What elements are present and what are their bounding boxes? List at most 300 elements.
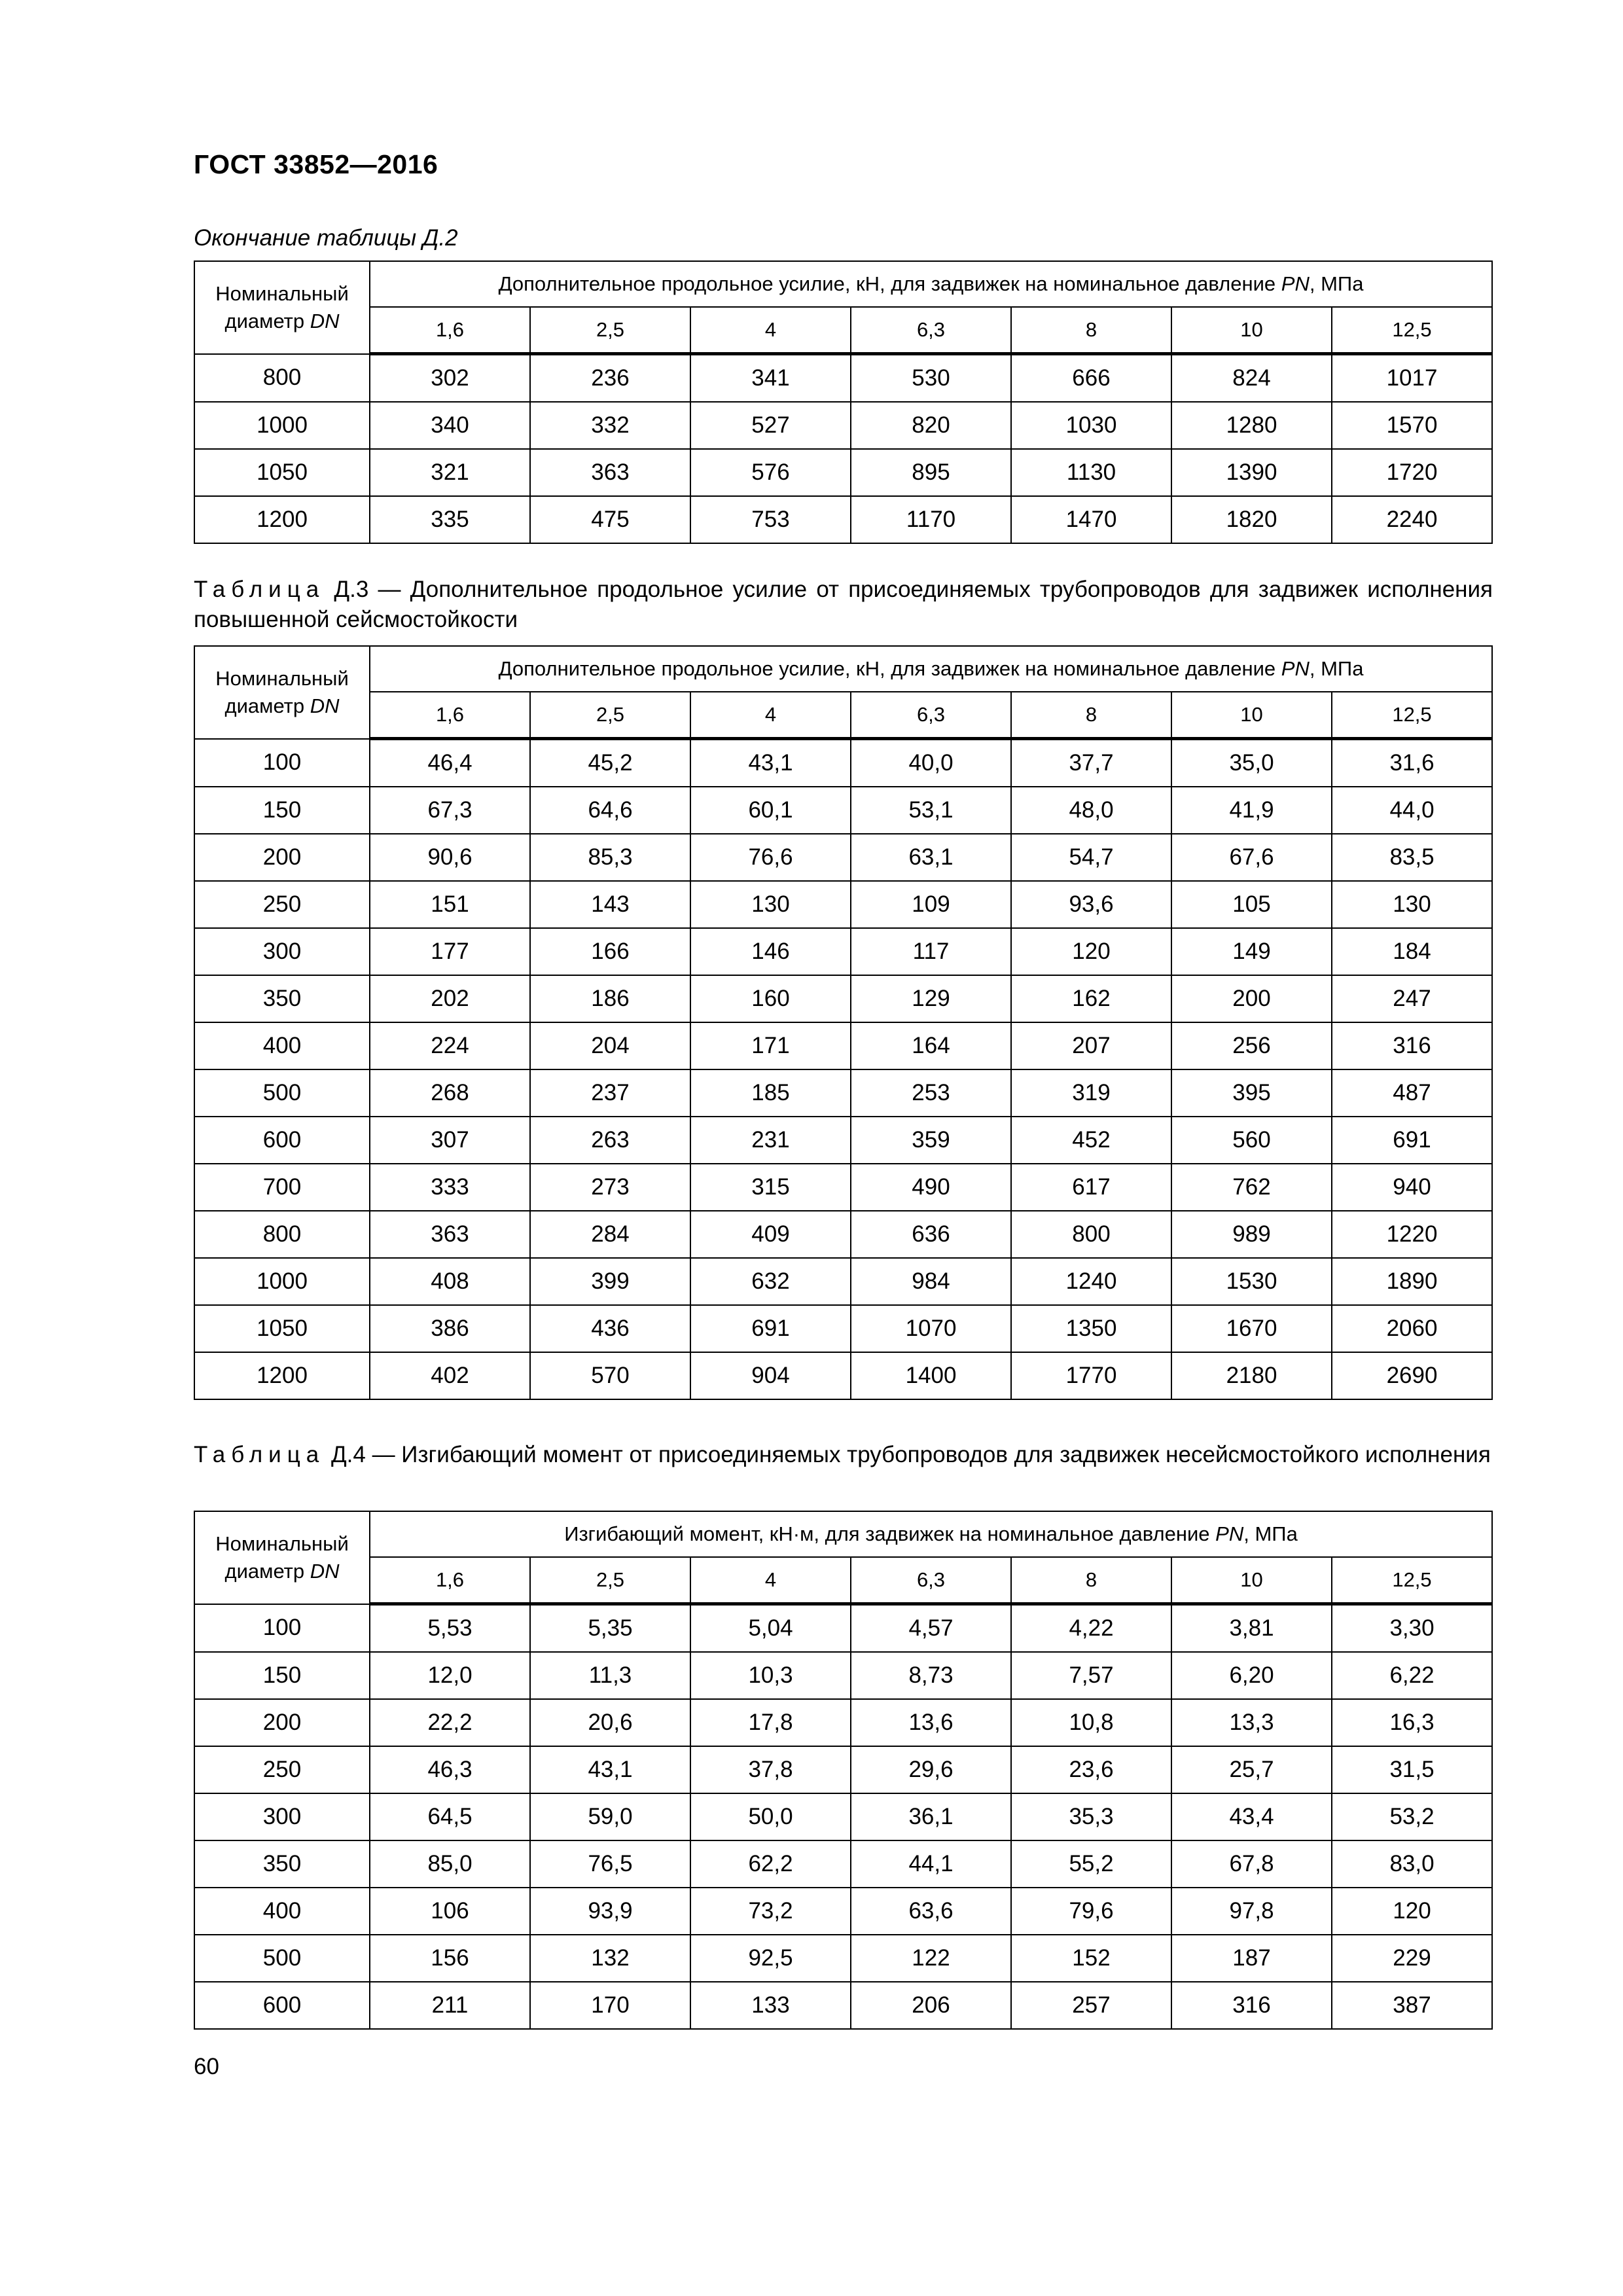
- pn-column-header: 6,3: [851, 692, 1011, 739]
- dn-cell: 150: [194, 787, 370, 834]
- value-cell: 106: [370, 1888, 530, 1935]
- value-cell: 2240: [1332, 496, 1492, 543]
- value-cell: 984: [851, 1258, 1011, 1305]
- pn-column-header: 4: [690, 307, 851, 354]
- value-cell: 132: [530, 1935, 690, 1982]
- dn-header-symbol: DN: [310, 309, 340, 332]
- value-cell: 335: [370, 496, 530, 543]
- value-cell: 171: [690, 1022, 851, 1069]
- value-cell: 321: [370, 449, 530, 496]
- value-cell: 3,81: [1171, 1604, 1332, 1653]
- value-cell: 130: [690, 881, 851, 928]
- value-cell: 3,30: [1332, 1604, 1492, 1653]
- dn-cell: 1000: [194, 1258, 370, 1305]
- dn-header-symbol: DN: [310, 694, 340, 717]
- dn-cell: 250: [194, 1746, 370, 1793]
- table-row: [194, 1746, 1492, 1793]
- table-row: [194, 975, 1492, 1022]
- table-d3: [194, 645, 1493, 1400]
- pn-column-header: 2,5: [530, 307, 690, 354]
- document-header: ГОСТ 33852—2016: [194, 149, 438, 179]
- value-cell: 1670: [1171, 1305, 1332, 1352]
- value-cell: 989: [1171, 1211, 1332, 1258]
- value-cell: 20,6: [530, 1699, 690, 1746]
- value-cell: 666: [1011, 354, 1171, 403]
- table-row: [194, 1022, 1492, 1069]
- value-cell: 109: [851, 881, 1011, 928]
- value-cell: 1130: [1011, 449, 1171, 496]
- value-cell: 363: [530, 449, 690, 496]
- value-cell: 64,5: [370, 1793, 530, 1840]
- value-cell: 316: [1171, 1982, 1332, 2029]
- value-cell: 67,6: [1171, 834, 1332, 881]
- table-row: [194, 1258, 1492, 1305]
- group-header-suffix: , МПа: [1309, 272, 1364, 295]
- value-cell: 231: [690, 1117, 851, 1164]
- table-row: [194, 739, 1492, 787]
- value-cell: 16,3: [1332, 1699, 1492, 1746]
- value-cell: 43,1: [530, 1746, 690, 1793]
- pn-column-header: 12,5: [1332, 692, 1492, 739]
- value-cell: 92,5: [690, 1935, 851, 1982]
- value-cell: 184: [1332, 928, 1492, 975]
- group-header-symbol: PN: [1215, 1522, 1244, 1545]
- value-cell: 691: [1332, 1117, 1492, 1164]
- value-cell: 200: [1171, 975, 1332, 1022]
- value-cell: 302: [370, 354, 530, 403]
- value-cell: 25,7: [1171, 1746, 1332, 1793]
- dn-header-symbol: DN: [310, 1559, 340, 1583]
- table-row: [194, 354, 1492, 403]
- table-row: [194, 1888, 1492, 1935]
- value-cell: 7,57: [1011, 1652, 1171, 1699]
- value-cell: 576: [690, 449, 851, 496]
- value-cell: 211: [370, 1982, 530, 2029]
- value-cell: 399: [530, 1258, 690, 1305]
- value-cell: 67,3: [370, 787, 530, 834]
- group-header-symbol: PN: [1281, 272, 1310, 295]
- dn-cell: 100: [194, 739, 370, 787]
- table-row: [194, 881, 1492, 928]
- value-cell: 940: [1332, 1164, 1492, 1211]
- table-d2-continuation: [194, 260, 1493, 544]
- dn-cell: 350: [194, 1840, 370, 1888]
- value-cell: 46,3: [370, 1746, 530, 1793]
- dn-cell: 300: [194, 928, 370, 975]
- value-cell: 170: [530, 1982, 690, 2029]
- value-cell: 6,22: [1332, 1652, 1492, 1699]
- table-row: [194, 1164, 1492, 1211]
- pn-column-header: 8: [1011, 1557, 1171, 1604]
- value-cell: 130: [1332, 881, 1492, 928]
- value-cell: 76,6: [690, 834, 851, 881]
- value-cell: 6,20: [1171, 1652, 1332, 1699]
- value-cell: 691: [690, 1305, 851, 1352]
- value-cell: 10,3: [690, 1652, 851, 1699]
- pn-column-header: 1,6: [370, 307, 530, 354]
- value-cell: 395: [1171, 1069, 1332, 1117]
- value-cell: 35,0: [1171, 739, 1332, 787]
- table-row: [194, 1604, 1492, 1653]
- value-cell: 490: [851, 1164, 1011, 1211]
- group-column-header: [370, 261, 1492, 307]
- value-cell: 530: [851, 354, 1011, 403]
- group-column-header: [370, 646, 1492, 692]
- value-cell: 146: [690, 928, 851, 975]
- table-d4-caption-label: Таблица: [194, 1442, 325, 1467]
- dn-cell: 200: [194, 834, 370, 881]
- value-cell: 45,2: [530, 739, 690, 787]
- group-header-suffix: , МПа: [1243, 1522, 1298, 1545]
- value-cell: 236: [530, 354, 690, 403]
- value-cell: 762: [1171, 1164, 1332, 1211]
- value-cell: 632: [690, 1258, 851, 1305]
- pn-column-header: 8: [1011, 692, 1171, 739]
- value-cell: 105: [1171, 881, 1332, 928]
- pn-column-header: 2,5: [530, 1557, 690, 1604]
- value-cell: 2690: [1332, 1352, 1492, 1399]
- dn-cell: 800: [194, 1211, 370, 1258]
- dn-header-line1: Номинальный: [215, 666, 349, 690]
- value-cell: 117: [851, 928, 1011, 975]
- value-cell: 37,7: [1011, 739, 1171, 787]
- dn-column-header: [194, 261, 370, 354]
- value-cell: 13,3: [1171, 1699, 1332, 1746]
- value-cell: 17,8: [690, 1699, 851, 1746]
- value-cell: 54,7: [1011, 834, 1171, 881]
- value-cell: 487: [1332, 1069, 1492, 1117]
- value-cell: 1720: [1332, 449, 1492, 496]
- value-cell: 149: [1171, 928, 1332, 975]
- value-cell: 41,9: [1171, 787, 1332, 834]
- value-cell: 120: [1011, 928, 1171, 975]
- table-d4-caption-text: Д.4 — Изгибающий момент от присоединяемых трубопроводов для задвижек несейсмостойкого исполнения: [325, 1442, 1491, 1467]
- pn-column-header: 10: [1171, 307, 1332, 354]
- value-cell: 186: [530, 975, 690, 1022]
- value-cell: 55,2: [1011, 1840, 1171, 1888]
- value-cell: 237: [530, 1069, 690, 1117]
- table-row: [194, 787, 1492, 834]
- dn-header-line2-prefix: диаметр: [224, 309, 310, 332]
- dn-cell: 600: [194, 1117, 370, 1164]
- table-row: [194, 1305, 1492, 1352]
- value-cell: 13,6: [851, 1699, 1011, 1746]
- table-d4: [194, 1511, 1493, 2030]
- dn-header-line2-prefix: диаметр: [224, 1559, 310, 1583]
- value-cell: 315: [690, 1164, 851, 1211]
- value-cell: 8,73: [851, 1652, 1011, 1699]
- value-cell: 452: [1011, 1117, 1171, 1164]
- value-cell: 316: [1332, 1022, 1492, 1069]
- value-cell: 800: [1011, 1211, 1171, 1258]
- dn-cell: 600: [194, 1982, 370, 2029]
- value-cell: 63,1: [851, 834, 1011, 881]
- value-cell: 363: [370, 1211, 530, 1258]
- value-cell: 85,0: [370, 1840, 530, 1888]
- pn-column-header: 12,5: [1332, 1557, 1492, 1604]
- dn-header-line1: Номинальный: [215, 1532, 349, 1555]
- value-cell: 90,6: [370, 834, 530, 881]
- value-cell: 40,0: [851, 739, 1011, 787]
- value-cell: 93,9: [530, 1888, 690, 1935]
- value-cell: 257: [1011, 1982, 1171, 2029]
- table-row: [194, 1211, 1492, 1258]
- value-cell: 46,4: [370, 739, 530, 787]
- value-cell: 409: [690, 1211, 851, 1258]
- value-cell: 333: [370, 1164, 530, 1211]
- table-row: [194, 1982, 1492, 2029]
- table-row: [194, 402, 1492, 449]
- pn-column-header: 10: [1171, 692, 1332, 739]
- value-cell: 895: [851, 449, 1011, 496]
- group-header-suffix: , МПа: [1309, 657, 1364, 680]
- group-header-symbol: PN: [1281, 657, 1310, 680]
- table-row: [194, 1699, 1492, 1746]
- dn-cell: 1050: [194, 449, 370, 496]
- value-cell: 35,3: [1011, 1793, 1171, 1840]
- group-column-header: [370, 1511, 1492, 1557]
- pn-column-header: 12,5: [1332, 307, 1492, 354]
- value-cell: 152: [1011, 1935, 1171, 1982]
- table-d2-continuation-caption: Окончание таблицы Д.2: [194, 225, 458, 251]
- dn-cell: 1000: [194, 402, 370, 449]
- page-number: 60: [194, 2054, 219, 2079]
- value-cell: 48,0: [1011, 787, 1171, 834]
- table-d4-caption: [194, 1440, 1493, 1470]
- value-cell: 5,04: [690, 1604, 851, 1653]
- dn-cell: 500: [194, 1935, 370, 1982]
- value-cell: 256: [1171, 1022, 1332, 1069]
- value-cell: 560: [1171, 1117, 1332, 1164]
- value-cell: 2060: [1332, 1305, 1492, 1352]
- table-row: [194, 449, 1492, 496]
- value-cell: 67,8: [1171, 1840, 1332, 1888]
- value-cell: 156: [370, 1935, 530, 1982]
- dn-cell: 300: [194, 1793, 370, 1840]
- value-cell: 1017: [1332, 354, 1492, 403]
- value-cell: 319: [1011, 1069, 1171, 1117]
- value-cell: 268: [370, 1069, 530, 1117]
- table-d3-caption: [194, 575, 1493, 635]
- value-cell: 617: [1011, 1164, 1171, 1211]
- dn-cell: 200: [194, 1699, 370, 1746]
- table-d3-caption-text: Д.3 — Дополнительное продольное усилие от присоединяемых трубопроводов для задвижек исполнения повышенной сейсмостойкости: [194, 577, 1493, 632]
- value-cell: 73,2: [690, 1888, 851, 1935]
- value-cell: 29,6: [851, 1746, 1011, 1793]
- value-cell: 76,5: [530, 1840, 690, 1888]
- table-row: [194, 1069, 1492, 1117]
- table-row: [194, 1935, 1492, 1982]
- value-cell: 1220: [1332, 1211, 1492, 1258]
- pn-column-header: 6,3: [851, 1557, 1011, 1604]
- value-cell: 93,6: [1011, 881, 1171, 928]
- table-row: [194, 834, 1492, 881]
- value-cell: 253: [851, 1069, 1011, 1117]
- value-cell: 62,2: [690, 1840, 851, 1888]
- value-cell: 83,0: [1332, 1840, 1492, 1888]
- value-cell: 43,1: [690, 739, 851, 787]
- value-cell: 64,6: [530, 787, 690, 834]
- value-cell: 273: [530, 1164, 690, 1211]
- value-cell: 387: [1332, 1982, 1492, 2029]
- value-cell: 527: [690, 402, 851, 449]
- value-cell: 824: [1171, 354, 1332, 403]
- value-cell: 120: [1332, 1888, 1492, 1935]
- pn-column-header: 1,6: [370, 692, 530, 739]
- dn-cell: 1200: [194, 1352, 370, 1399]
- value-cell: 1170: [851, 496, 1011, 543]
- pn-column-header: 4: [690, 692, 851, 739]
- value-cell: 340: [370, 402, 530, 449]
- value-cell: 820: [851, 402, 1011, 449]
- value-cell: 1280: [1171, 402, 1332, 449]
- value-cell: 408: [370, 1258, 530, 1305]
- pn-column-header: 1,6: [370, 1557, 530, 1604]
- value-cell: 122: [851, 1935, 1011, 1982]
- value-cell: 22,2: [370, 1699, 530, 1746]
- dn-column-header: [194, 646, 370, 739]
- value-cell: 79,6: [1011, 1888, 1171, 1935]
- value-cell: 1570: [1332, 402, 1492, 449]
- dn-cell: 1200: [194, 496, 370, 543]
- value-cell: 143: [530, 881, 690, 928]
- value-cell: 5,53: [370, 1604, 530, 1653]
- value-cell: 44,0: [1332, 787, 1492, 834]
- value-cell: 23,6: [1011, 1746, 1171, 1793]
- table-row: [194, 1352, 1492, 1399]
- value-cell: 1240: [1011, 1258, 1171, 1305]
- group-header-prefix: Изгибающий момент, кН·м, для задвижек на номинальное давление: [564, 1522, 1216, 1545]
- dn-cell: 400: [194, 1022, 370, 1069]
- value-cell: 4,57: [851, 1604, 1011, 1653]
- value-cell: 284: [530, 1211, 690, 1258]
- value-cell: 160: [690, 975, 851, 1022]
- value-cell: 332: [530, 402, 690, 449]
- value-cell: 636: [851, 1211, 1011, 1258]
- value-cell: 307: [370, 1117, 530, 1164]
- pn-column-header: 4: [690, 1557, 851, 1604]
- value-cell: 1390: [1171, 449, 1332, 496]
- value-cell: 229: [1332, 1935, 1492, 1982]
- value-cell: 162: [1011, 975, 1171, 1022]
- value-cell: 570: [530, 1352, 690, 1399]
- value-cell: 164: [851, 1022, 1011, 1069]
- value-cell: 187: [1171, 1935, 1332, 1982]
- value-cell: 1350: [1011, 1305, 1171, 1352]
- table-row: [194, 1793, 1492, 1840]
- value-cell: 1770: [1011, 1352, 1171, 1399]
- dn-cell: 500: [194, 1069, 370, 1117]
- value-cell: 133: [690, 1982, 851, 2029]
- value-cell: 53,1: [851, 787, 1011, 834]
- value-cell: 129: [851, 975, 1011, 1022]
- dn-cell: 400: [194, 1888, 370, 1935]
- value-cell: 1890: [1332, 1258, 1492, 1305]
- dn-cell: 700: [194, 1164, 370, 1211]
- value-cell: 97,8: [1171, 1888, 1332, 1935]
- value-cell: 1470: [1011, 496, 1171, 543]
- value-cell: 50,0: [690, 1793, 851, 1840]
- value-cell: 247: [1332, 975, 1492, 1022]
- value-cell: 43,4: [1171, 1793, 1332, 1840]
- value-cell: 44,1: [851, 1840, 1011, 1888]
- value-cell: 11,3: [530, 1652, 690, 1699]
- value-cell: 1070: [851, 1305, 1011, 1352]
- value-cell: 341: [690, 354, 851, 403]
- value-cell: 4,22: [1011, 1604, 1171, 1653]
- value-cell: 12,0: [370, 1652, 530, 1699]
- table-row: [194, 1652, 1492, 1699]
- value-cell: 359: [851, 1117, 1011, 1164]
- dn-cell: 1050: [194, 1305, 370, 1352]
- dn-cell: 250: [194, 881, 370, 928]
- value-cell: 475: [530, 496, 690, 543]
- value-cell: 10,8: [1011, 1699, 1171, 1746]
- pn-column-header: 6,3: [851, 307, 1011, 354]
- value-cell: 402: [370, 1352, 530, 1399]
- value-cell: 37,8: [690, 1746, 851, 1793]
- value-cell: 207: [1011, 1022, 1171, 1069]
- group-header-prefix: Дополнительное продольное усилие, кН, для задвижек на номинальное давление: [498, 657, 1281, 680]
- value-cell: 53,2: [1332, 1793, 1492, 1840]
- table-row: [194, 1840, 1492, 1888]
- pn-column-header: 8: [1011, 307, 1171, 354]
- pn-column-header: 2,5: [530, 692, 690, 739]
- value-cell: 59,0: [530, 1793, 690, 1840]
- value-cell: 36,1: [851, 1793, 1011, 1840]
- value-cell: 5,35: [530, 1604, 690, 1653]
- dn-header-line2-prefix: диаметр: [224, 694, 310, 717]
- value-cell: 166: [530, 928, 690, 975]
- dn-header-line1: Номинальный: [215, 281, 349, 305]
- value-cell: 904: [690, 1352, 851, 1399]
- value-cell: 1030: [1011, 402, 1171, 449]
- value-cell: 151: [370, 881, 530, 928]
- value-cell: 1820: [1171, 496, 1332, 543]
- value-cell: 31,6: [1332, 739, 1492, 787]
- value-cell: 63,6: [851, 1888, 1011, 1935]
- pn-column-header: 10: [1171, 1557, 1332, 1604]
- dn-column-header: [194, 1511, 370, 1604]
- value-cell: 202: [370, 975, 530, 1022]
- dn-cell: 350: [194, 975, 370, 1022]
- dn-cell: 800: [194, 354, 370, 403]
- value-cell: 224: [370, 1022, 530, 1069]
- value-cell: 1400: [851, 1352, 1011, 1399]
- value-cell: 206: [851, 1982, 1011, 2029]
- value-cell: 60,1: [690, 787, 851, 834]
- table-row: [194, 1117, 1492, 1164]
- table-row: [194, 496, 1492, 543]
- value-cell: 31,5: [1332, 1746, 1492, 1793]
- value-cell: 753: [690, 496, 851, 543]
- group-header-prefix: Дополнительное продольное усилие, кН, для задвижек на номинальное давление: [498, 272, 1281, 295]
- value-cell: 386: [370, 1305, 530, 1352]
- dn-cell: 100: [194, 1604, 370, 1653]
- value-cell: 204: [530, 1022, 690, 1069]
- value-cell: 85,3: [530, 834, 690, 881]
- table-d3-caption-label: Таблица: [194, 577, 325, 602]
- value-cell: 1530: [1171, 1258, 1332, 1305]
- value-cell: 83,5: [1332, 834, 1492, 881]
- dn-cell: 150: [194, 1652, 370, 1699]
- value-cell: 177: [370, 928, 530, 975]
- value-cell: 436: [530, 1305, 690, 1352]
- value-cell: 185: [690, 1069, 851, 1117]
- value-cell: 263: [530, 1117, 690, 1164]
- table-row: [194, 928, 1492, 975]
- value-cell: 2180: [1171, 1352, 1332, 1399]
